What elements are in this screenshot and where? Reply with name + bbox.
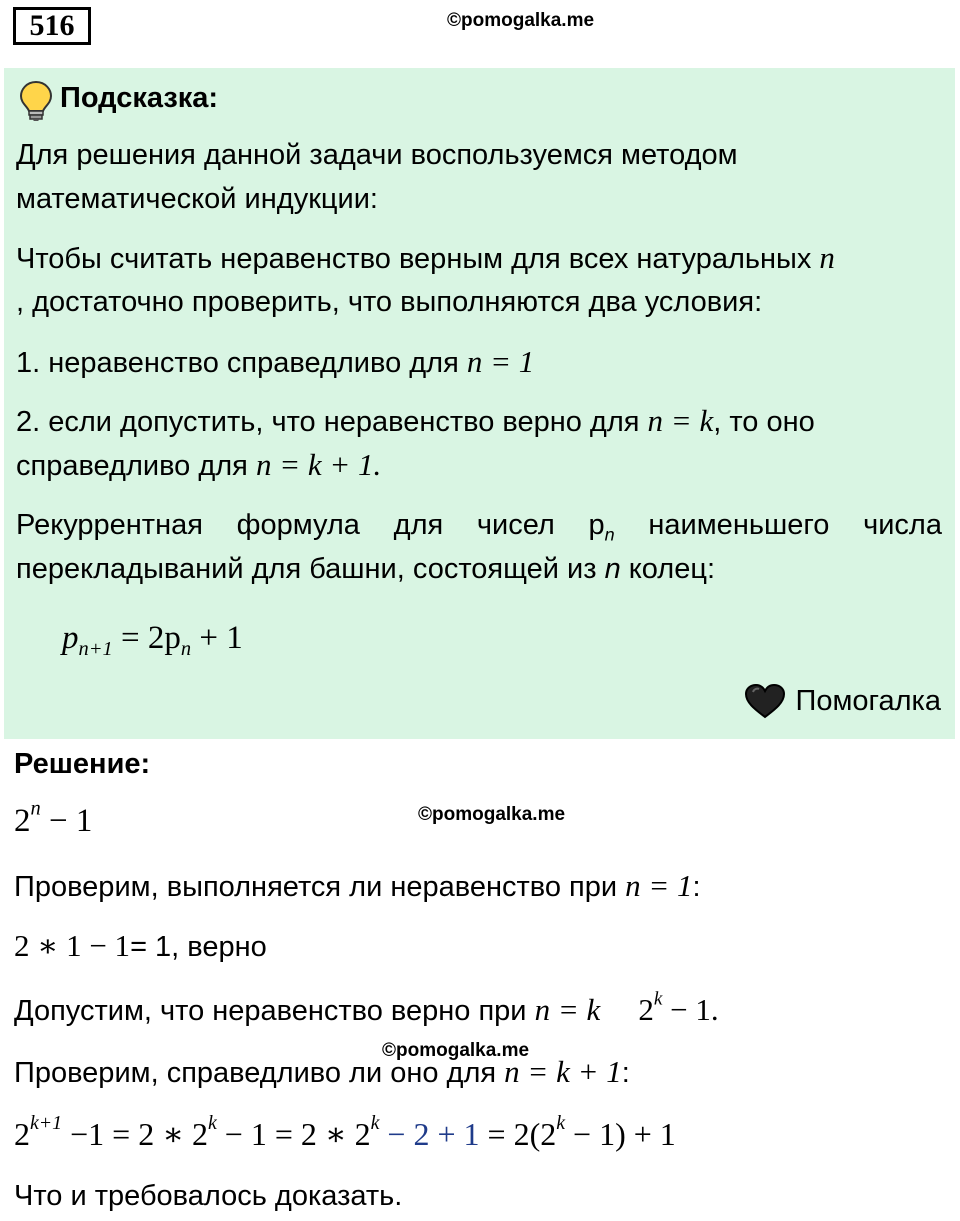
brand-name: Помогалка (795, 684, 941, 717)
line-4-math: n = k (534, 992, 601, 1027)
hint-paragraph-2-line-1 (16, 240, 835, 277)
line-1-exp: n (30, 797, 41, 820)
line-5-end: : (621, 1057, 630, 1089)
formula-mid: = 2p (112, 620, 181, 656)
line-3-text: = 1, верно (130, 931, 267, 963)
line-5-math: n = k + 1 (504, 1054, 622, 1089)
hint-paragraph-1-line-1: Для решения данной задачи воспользуемся методом (16, 139, 738, 171)
line-3-math: 2 ∗ 1 − 1 (14, 928, 131, 963)
condition-2-text-b: , то оно (713, 406, 815, 438)
hint-condition-2-line-2 (16, 447, 381, 484)
solution-line-2 (14, 868, 701, 905)
line-6-d-end: − 1) + 1 (565, 1116, 676, 1152)
line-6-a-rest: −1 = 2 ∗ 2 (62, 1116, 208, 1152)
watermark-top: ©pomogalka.me (447, 10, 595, 31)
solution-line-4 (14, 988, 719, 1029)
solution-conclusion: Что и требовалось доказать. (14, 1180, 403, 1212)
lightbulb-icon (18, 80, 54, 122)
condition-2-text-a: 2. если допустить, что неравенство верно для (16, 406, 640, 438)
formula-rhs: + 1 (191, 620, 243, 656)
watermark-middle: ©pomogalka.me (418, 804, 566, 825)
hint-condition-2-line-1 (16, 403, 815, 440)
solution-line-6 (14, 1112, 676, 1152)
solution-line-5 (14, 1054, 630, 1091)
hint-paragraph-1-line-2: математической индукции: (16, 183, 378, 215)
line-6-c-blue: − 2 + 1 (379, 1116, 480, 1152)
line-4-text: Допустим, что неравенство верно при (14, 995, 527, 1027)
solution-title: Решение: (14, 748, 151, 780)
line-6-b-rest: − 1 = 2 ∗ 2 (216, 1116, 371, 1152)
condition-2-line-2-text: справедливо для (16, 450, 248, 482)
hint-condition-1 (16, 344, 534, 381)
recurrent-line-2-var: n (604, 553, 621, 585)
heart-icon (744, 683, 786, 719)
recurrent-line-1-text: Рекуррентная формула для чисел p (16, 509, 605, 541)
line-4-expr-rest: − 1. (662, 992, 719, 1027)
hint-box (4, 68, 955, 739)
line-6-b-exp: k (207, 1112, 217, 1135)
line-1-rest: − 1 (40, 803, 93, 839)
recurrent-line-2-end: колец: (628, 553, 716, 585)
line-4-expr (638, 988, 719, 1027)
line-4-expr-exp: k (653, 988, 663, 1010)
hint-paragraph-2-text: Чтобы считать неравенство верным для всех натуральных (16, 243, 812, 275)
condition-1-text: 1. неравенство справедливо для (16, 347, 459, 379)
solution-line-1 (14, 797, 93, 839)
hint-recurrent-line-2 (16, 551, 715, 587)
hint-paragraph-2-line-2: , достаточно проверить, что выполняются два условия: (16, 286, 763, 318)
brand (744, 683, 941, 719)
line-5-text: Проверим, справедливо ли оно для (14, 1057, 497, 1089)
line-2-math: n = 1 (625, 868, 693, 903)
problem-number: 516 (13, 7, 91, 45)
condition-1-math: n = 1 (466, 344, 535, 379)
solution-line-3 (14, 928, 267, 965)
formula-lhs: p (62, 620, 79, 656)
formula-lhs-sub: n+1 (78, 638, 113, 661)
hint-paragraph-2-var: n (819, 240, 835, 275)
hint-recurrent-line-1 (16, 507, 942, 543)
recurrent-line-1-sub: n (604, 524, 615, 545)
hint-title: Подсказка: (60, 82, 219, 114)
line-2-end: : (692, 871, 701, 903)
watermark-bottom: ©pomogalka.me (382, 1040, 530, 1061)
line-4-expr-base: 2 (638, 992, 654, 1027)
line-6-a-base: 2 (14, 1116, 30, 1152)
line-1-base: 2 (14, 803, 31, 839)
line-6-c-exp: k (370, 1112, 380, 1135)
condition-2-math-a: n = k (647, 403, 714, 438)
line-6-d-exp: k (556, 1112, 566, 1135)
formula-mid-sub: n (180, 638, 192, 661)
recurrent-formula (62, 620, 243, 661)
line-2-text: Проверим, выполняется ли неравенство при (14, 871, 618, 903)
line-6-d: = 2(2 (479, 1116, 557, 1152)
line-6-a-exp: k+1 (30, 1112, 63, 1135)
condition-2-line-2-math: n = k + 1. (255, 447, 382, 482)
recurrent-line-2-text: перекладываний для башни, состоящей из (16, 553, 597, 585)
recurrent-line-1-end: наименьшего числа (648, 509, 942, 541)
